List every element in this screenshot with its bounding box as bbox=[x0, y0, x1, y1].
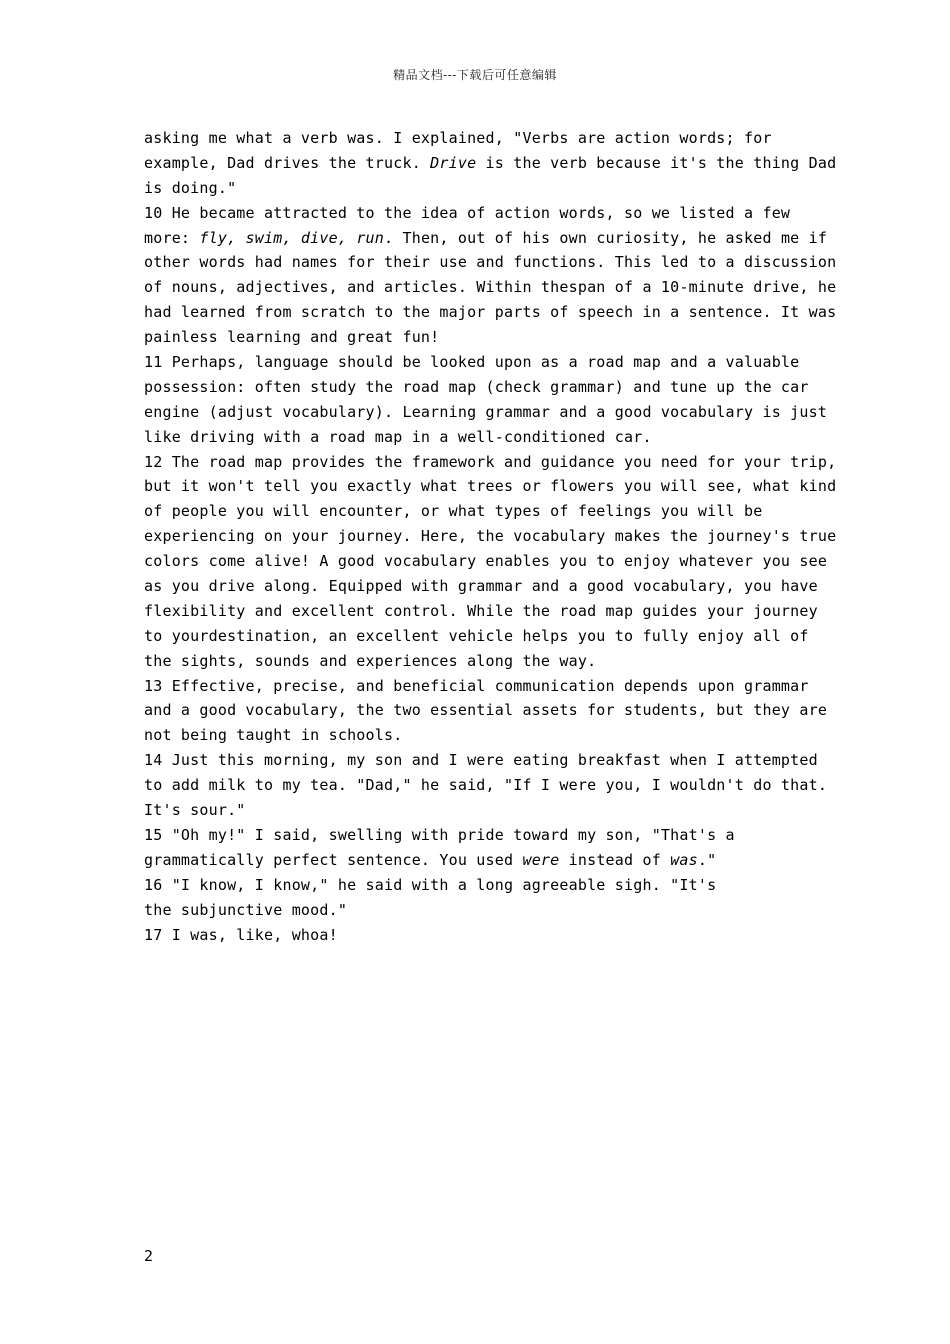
italic-text-segment: fly, swim, dive, run bbox=[199, 228, 385, 247]
text-segment: to yourdestination, an excellent vehicle helps you to fully enjoy all of bbox=[144, 626, 809, 645]
text-line bbox=[144, 350, 816, 375]
text-segment: possession: often study the road map (check grammar) and tune up the car bbox=[144, 377, 809, 396]
text-segment: painless learning and great fun! bbox=[144, 328, 440, 347]
text-line bbox=[144, 549, 828, 574]
text-segment: 14 Just this morning, my son and I were eating breakfast when I attempted bbox=[144, 751, 818, 770]
text-segment: 13 Effective, precise, and beneficial communication depends upon grammar bbox=[144, 676, 809, 695]
page-number: 2 bbox=[144, 1247, 154, 1265]
text-line bbox=[144, 848, 816, 873]
text-line bbox=[144, 574, 816, 599]
text-line bbox=[144, 325, 816, 350]
text-segment: 16 "I know, I know," he said with a long agreeable sigh. "It's bbox=[144, 875, 717, 894]
text-line bbox=[144, 226, 828, 251]
text-segment: example, Dad drives the truck. bbox=[144, 153, 431, 172]
text-segment: as you drive along. Equipped with grammar and a good vocabulary, you have bbox=[144, 577, 818, 596]
text-segment: flexibility and excellent control. While the road map guides your journey bbox=[144, 601, 818, 620]
text-segment: instead of bbox=[559, 850, 671, 869]
text-segment: of people you will encounter, or what types of feelings you will be bbox=[144, 502, 763, 521]
text-segment: the subjunctive mood." bbox=[144, 900, 348, 919]
text-line bbox=[144, 674, 816, 699]
text-line bbox=[144, 300, 837, 325]
page-header: 精品文档---下载后可任意编辑 bbox=[393, 68, 557, 82]
italic-text-segment: were bbox=[522, 850, 560, 869]
text-line bbox=[144, 176, 816, 201]
text-segment: 15 "Oh my!" I said, swelling with pride toward my son, "That's a bbox=[144, 825, 735, 844]
text-line bbox=[144, 425, 816, 450]
text-segment: 10 He became attracted to the idea of action words, so we listed a few bbox=[144, 203, 791, 222]
text-segment: more: bbox=[144, 228, 200, 247]
text-line bbox=[144, 823, 816, 848]
text-segment: grammatically perfect sentence. You used bbox=[144, 850, 523, 869]
text-line bbox=[144, 400, 828, 425]
text-segment: ." bbox=[697, 850, 717, 869]
text-segment: . Then, out of his own curiosity, he asked me if bbox=[384, 228, 828, 247]
document-body bbox=[144, 126, 837, 947]
text-line bbox=[144, 798, 816, 823]
text-segment: It's sour." bbox=[144, 801, 246, 820]
text-line bbox=[144, 873, 816, 898]
text-segment: had learned from scratch to the major parts of speech in a sentence. It was bbox=[144, 303, 837, 322]
text-line bbox=[144, 250, 837, 275]
text-segment: colors come alive! A good vocabulary enables you to enjoy whatever you see bbox=[144, 552, 828, 571]
text-segment: but it won't tell you exactly what trees or flowers you will see, what kind bbox=[144, 477, 837, 496]
text-segment: of nouns, adjectives, and articles. Within thespan of a 10-minute drive, he bbox=[144, 278, 837, 297]
text-segment: the sights, sounds and experiences along the way. bbox=[144, 651, 597, 670]
text-line bbox=[144, 898, 816, 923]
text-segment: experiencing on your journey. Here, the vocabulary makes the journey's true bbox=[144, 527, 837, 546]
text-segment: is the verb because it's the thing Dad bbox=[476, 153, 837, 172]
text-line bbox=[144, 698, 828, 723]
text-segment: 12 The road map provides the framework and guidance you need for your trip, bbox=[144, 452, 837, 471]
text-segment: not being taught in schools. bbox=[144, 726, 403, 745]
text-segment: and a good vocabulary, the two essential assets for students, but they are bbox=[144, 701, 828, 720]
text-line bbox=[144, 126, 816, 151]
text-line bbox=[144, 748, 816, 773]
text-line bbox=[144, 524, 837, 549]
text-line bbox=[144, 201, 816, 226]
text-line bbox=[144, 723, 816, 748]
text-line bbox=[144, 474, 837, 499]
text-line bbox=[144, 275, 837, 300]
text-line bbox=[144, 599, 816, 624]
text-line bbox=[144, 649, 816, 674]
text-segment: 11 Perhaps, language should be looked upon as a road map and a valuable bbox=[144, 353, 800, 372]
text-segment: like driving with a road map in a well-conditioned car. bbox=[144, 427, 652, 446]
text-segment: 17 I was, like, whoa! bbox=[144, 925, 338, 944]
text-segment: asking me what a verb was. I explained, "Verbs are action words; for bbox=[144, 129, 772, 147]
text-segment: to add milk to my tea. "Dad," he said, "If I were you, I wouldn't do that. bbox=[144, 776, 828, 795]
text-segment: engine (adjust vocabulary). Learning grammar and a good vocabulary is just bbox=[144, 402, 828, 421]
italic-text-segment: Drive bbox=[430, 153, 477, 172]
italic-text-segment: was bbox=[670, 850, 698, 869]
text-line bbox=[144, 450, 837, 475]
text-line bbox=[144, 151, 837, 176]
text-line bbox=[144, 375, 816, 400]
text-line bbox=[144, 773, 828, 798]
text-segment: is doing." bbox=[144, 178, 237, 197]
text-line bbox=[144, 499, 816, 524]
text-segment: other words had names for their use and functions. This led to a discussion bbox=[144, 253, 837, 272]
text-line bbox=[144, 624, 816, 649]
text-line bbox=[144, 923, 816, 948]
